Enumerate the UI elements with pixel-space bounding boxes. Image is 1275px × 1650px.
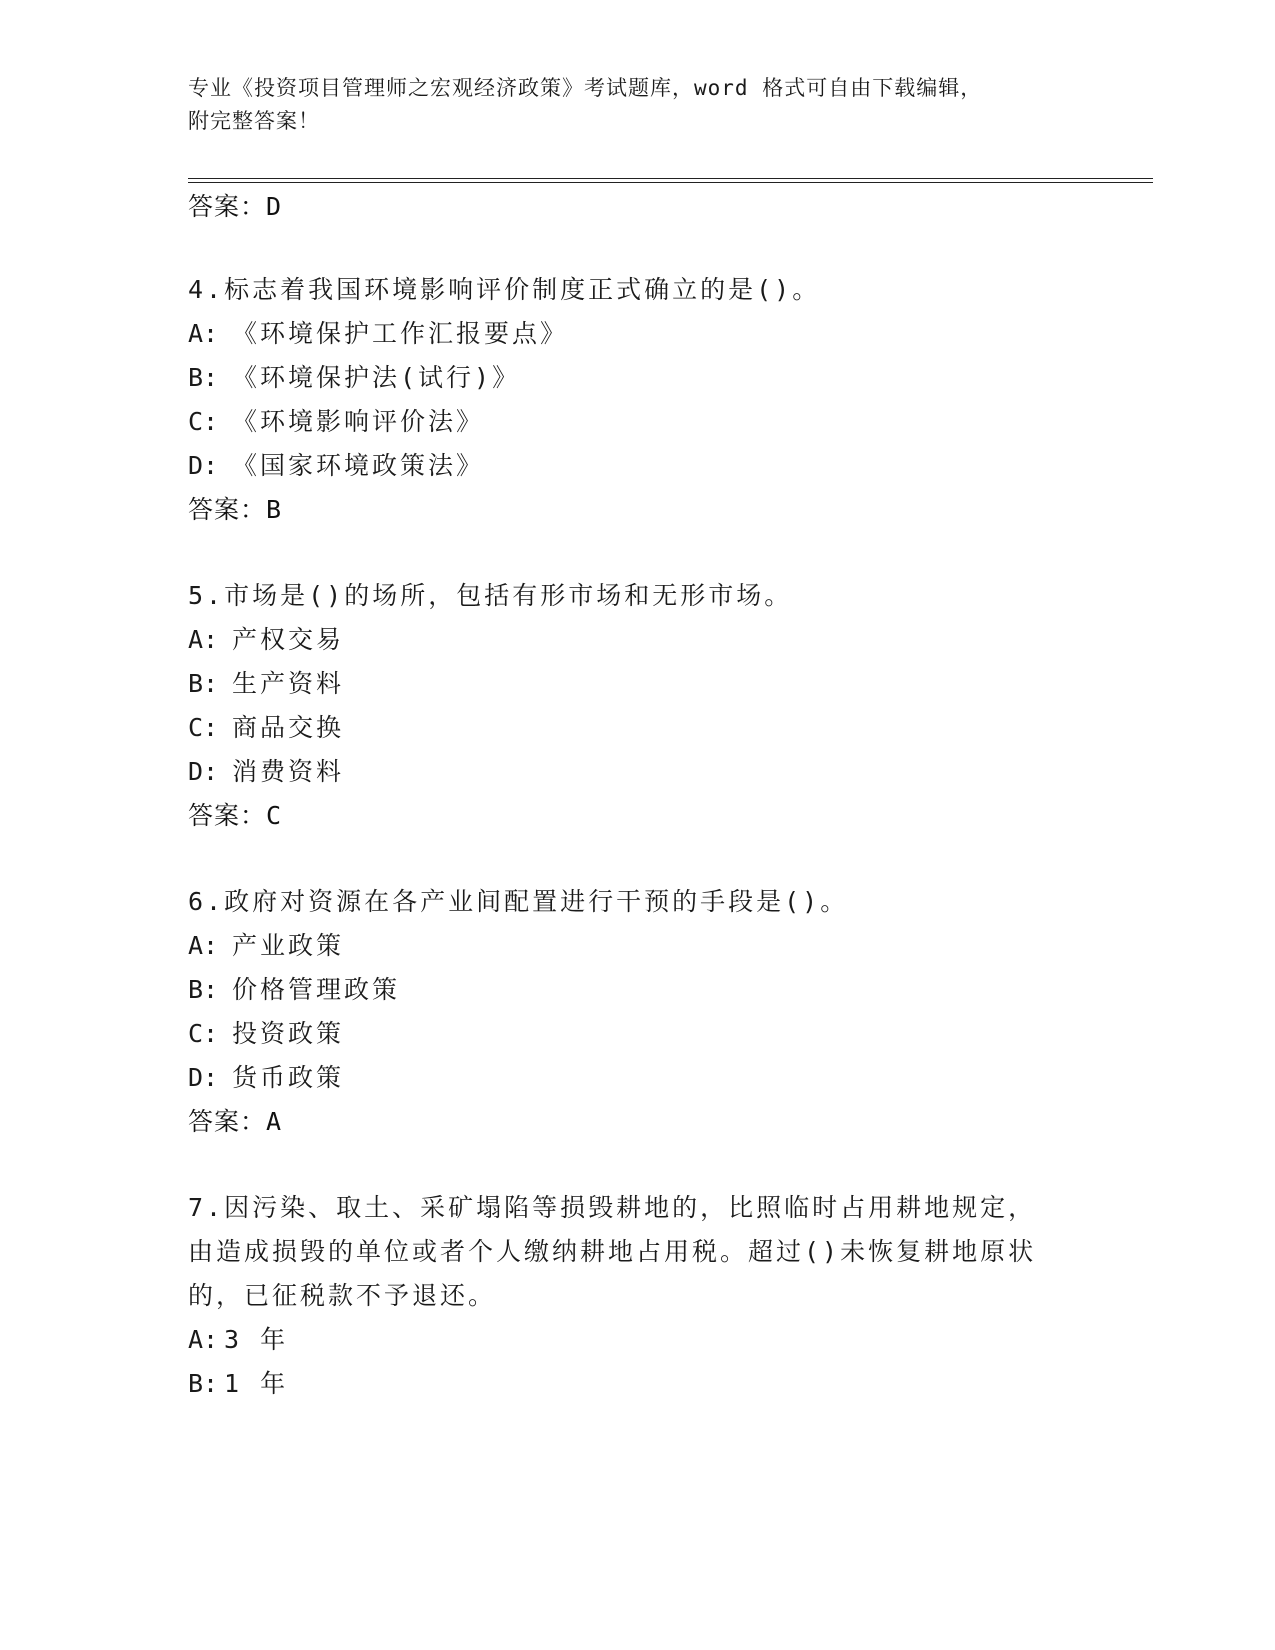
answer-previous: 答案：D [188,192,283,221]
option-letter: A: [188,931,219,960]
question-4-option-d [188,450,484,482]
option-letter: B: [188,1369,219,1398]
question-4-option-c [188,406,484,438]
header-divider-top [188,178,1153,179]
question-7-text-line-3: 的，已征税款不予退还。 [188,1281,497,1310]
option-text: 产权交易 [232,625,345,654]
option-letter: D: [188,757,219,786]
option-text: 《国家环境政策法》 [232,451,485,480]
question-4-option-a [188,318,568,350]
option-text: 1 年 [224,1369,289,1398]
option-text: 货币政策 [232,1063,345,1092]
question-4-option-b [188,362,520,394]
option-text: 3 年 [224,1325,289,1354]
option-letter: B: [188,975,219,1004]
option-text: 《环境影响评价法》 [232,407,485,436]
option-letter: B: [188,363,219,392]
option-letter: A: [188,319,219,348]
question-6-text: 6.政府对资源在各产业间配置进行干预的手段是()。 [188,887,849,916]
option-text: 价格管理政策 [232,975,401,1004]
option-text: 消费资料 [232,757,345,786]
option-letter: D: [188,1063,219,1092]
option-text: 商品交换 [232,713,345,742]
question-6-option-b [188,974,400,1006]
option-letter: C: [188,407,219,436]
question-5-option-b [188,668,344,700]
question-7-text-line-1: 7.因污染、取土、采矿塌陷等损毁耕地的，比照临时占用耕地规定， [188,1193,1037,1222]
question-7-option-b [188,1368,288,1400]
option-letter: B: [188,669,219,698]
option-text: 《环境保护工作汇报要点》 [232,319,569,348]
option-text: 生产资料 [232,669,345,698]
header-line-2: 附完整答案！ [188,109,320,133]
option-text: 《环境保护法(试行)》 [232,363,521,392]
question-5-answer: 答案：C [188,801,283,830]
question-6-answer: 答案：A [188,1107,283,1136]
question-4-text: 4.标志着我国环境影响评价制度正式确立的是()。 [188,275,821,304]
question-7-text-line-2: 由造成损毁的单位或者个人缴纳耕地占用税。超过()未恢复耕地原状 [188,1237,1037,1266]
question-5-text: 5.市场是()的场所，包括有形市场和无形市场。 [188,581,793,610]
header-line-1: 专业《投资项目管理师之宏观经济政策》考试题库，word 格式可自由下载编辑， [188,76,983,100]
document-header [188,72,1068,138]
question-4-answer: 答案：B [188,495,283,524]
header-divider-bottom [188,182,1153,183]
question-5-option-c [188,712,344,744]
question-6-option-a [188,930,344,962]
option-text: 投资政策 [232,1019,345,1048]
question-5-option-d [188,756,344,788]
question-6-option-d [188,1062,344,1094]
option-letter: C: [188,1019,219,1048]
option-letter: A: [188,625,219,654]
question-7-option-a [188,1324,288,1356]
option-text: 产业政策 [232,931,345,960]
option-letter: D: [188,451,219,480]
option-letter: A: [188,1325,219,1354]
question-6-option-c [188,1018,344,1050]
option-letter: C: [188,713,219,742]
question-5-option-a [188,624,344,656]
